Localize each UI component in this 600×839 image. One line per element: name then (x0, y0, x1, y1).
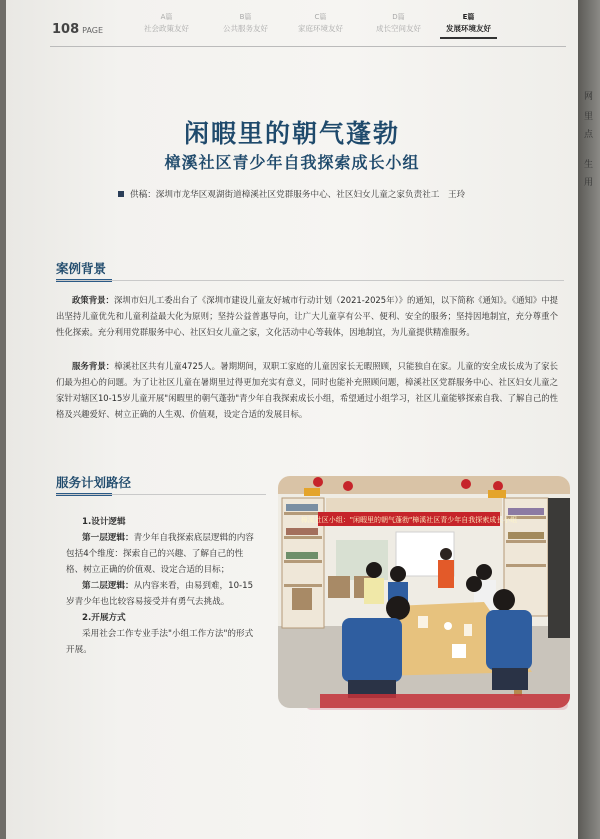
next-page-char: 点 (584, 130, 594, 140)
method-text: 采用社会工作专业手法"小组工作方法"的形式开展。 (66, 629, 254, 655)
next-page-edge (578, 0, 600, 839)
author-line (118, 188, 465, 200)
activity-photo (278, 476, 570, 708)
service-text: 樟溪社区共有儿童4725人。暑期期间，双职工家庭的儿童因家长无暇照顾，只能独自在家。儿童的安全成长成为了家长们最为担心的问题。为了让社区儿童在暑期里过得更加充实有意义，同时也能补充照顾问题，樟溪社区党群服务中心、社区妇女儿童之家针对辖区10-15岁儿童开展"闲暇里的朝气蓬勃"青少年自我探索成长小组，希望通过小组学习，社区儿童能够探索自我、了解自己的性格及兴趣爱好、树立正确的人生观、价值观，设定合适的发展目标。 (56, 361, 559, 419)
logic-level-2 (66, 578, 256, 610)
policy-text: 深圳市妇儿工委出台了《深圳市建设儿童友好城市行动计划（2021-2025年）》的通知，以下简称《通知》。《通知》中提出坚持儿童优先和儿童利益最大化为原则；坚持公益普惠导向，让广大儿童享有公平、便利、安全的服务；坚持因地制宜，充分尊重个性化探索。充分利用党群服务中心、社区妇女儿童之家，文化活动中心等载体，因地制宜，为儿童提供精准服务。 (56, 295, 559, 337)
nav-code: E篇 (462, 13, 475, 21)
next-page-char: 网 (584, 92, 594, 102)
page-label: PAGE (82, 26, 104, 35)
section-heading-plan: 服务计划路径 (56, 475, 132, 490)
nav-code: B篇 (239, 13, 252, 21)
nav-chapter-b[interactable] (223, 12, 268, 34)
photo-illustration (278, 476, 570, 708)
page-number (52, 22, 103, 37)
photo-banner-text: 樟溪社区小组："闲暇里的朝气蓬勃"樟溪社区青少年自我探索成长小组 (300, 516, 518, 524)
author-text: 供稿：深圳市龙华区观湖街道樟溪社区党群服务中心、社区妇女儿童之家负责社工 王玲 (130, 190, 466, 200)
plan-heading-method: 2.开展方式 (82, 613, 126, 623)
bullet-square-icon (118, 191, 124, 197)
service-paragraph (56, 358, 558, 422)
nav-code: C篇 (314, 13, 327, 21)
nav-label: 公共服务友好 (223, 24, 268, 33)
policy-paragraph (56, 292, 558, 340)
nav-chapter-d[interactable] (376, 12, 421, 34)
next-page-char: 生 (584, 160, 594, 170)
next-page-char: 用 (584, 178, 594, 188)
policy-label: 政策背景： (72, 295, 114, 305)
nav-label: 发展环境友好 (446, 24, 491, 33)
header-divider (50, 46, 566, 47)
section-divider (56, 494, 266, 495)
next-page-char: 里 (584, 112, 594, 122)
nav-code: D篇 (392, 13, 405, 21)
logic-label: 第二层逻辑： (82, 581, 134, 591)
nav-chapter-e[interactable] (446, 12, 491, 34)
article-subtitle: 樟溪社区青少年自我探索成长小组 (164, 153, 420, 172)
service-label: 服务背景： (72, 361, 115, 371)
logic-text: 青少年自我探索底层逻辑的内容包括4个维度：探索自己的兴趣、了解自己的性格、树立正确的价值观、设定合适的目标； (66, 533, 254, 575)
logic-text: 从内容来看，由易到难，10-15岁青少年也比较容易接受并有勇气去挑战。 (66, 581, 254, 607)
section-heading-background: 案例背景 (56, 261, 107, 276)
page-number-value: 108 (52, 22, 80, 37)
nav-label: 家庭环境友好 (298, 24, 343, 33)
nav-chapter-c[interactable] (298, 12, 343, 34)
nav-label: 社会政策友好 (144, 24, 189, 33)
nav-label: 成长空间友好 (376, 24, 421, 33)
nav-chapter-a[interactable] (144, 12, 189, 34)
section-divider (56, 280, 564, 281)
nav-code: A篇 (160, 13, 173, 21)
logic-level-1 (66, 530, 256, 578)
page-header (6, 0, 578, 44)
document-page (6, 0, 578, 839)
plan-text (66, 514, 256, 658)
logic-label: 第一层逻辑： (82, 533, 134, 543)
plan-heading-design: 1.设计逻辑 (82, 517, 126, 527)
article-title: 闲暇里的朝气蓬勃 (183, 119, 400, 148)
